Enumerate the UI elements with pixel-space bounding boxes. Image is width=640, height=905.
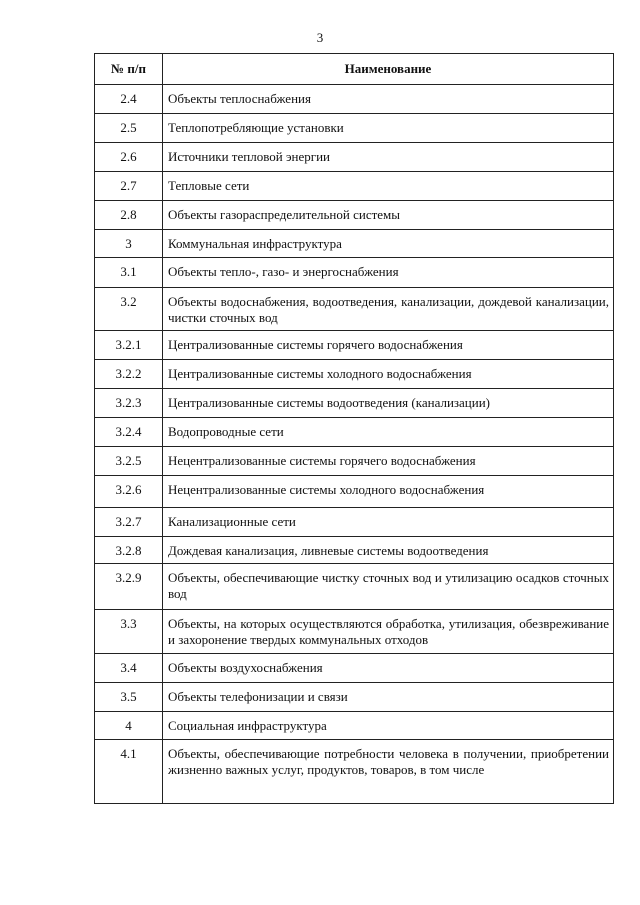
table-row bbox=[95, 143, 614, 172]
row-name: Объекты газораспределительной системы bbox=[163, 201, 614, 230]
table-row bbox=[95, 654, 614, 683]
header-name: Наименование bbox=[163, 54, 614, 85]
row-name: Объекты, обеспечивающие чистку сточных вод и утилизацию осадков сточных вод bbox=[163, 564, 614, 610]
row-name: Нецентрализованные системы холодного водоснабжения bbox=[163, 476, 614, 508]
table-row bbox=[95, 201, 614, 230]
row-number: 4 bbox=[95, 712, 163, 740]
row-name: Объекты, на которых осуществляются обработка, утилизация, обезвреживание и захоронение твердых коммунальных отходов bbox=[163, 610, 614, 654]
row-number: 3 bbox=[95, 230, 163, 258]
row-number: 3.5 bbox=[95, 683, 163, 712]
row-number: 3.1 bbox=[95, 258, 163, 288]
row-number: 2.5 bbox=[95, 114, 163, 143]
row-number: 3.2.4 bbox=[95, 418, 163, 447]
row-number: 3.2.8 bbox=[95, 537, 163, 564]
row-name: Нецентрализованные системы горячего водоснабжения bbox=[163, 447, 614, 476]
table-row bbox=[95, 447, 614, 476]
row-number: 2.4 bbox=[95, 85, 163, 114]
row-name: Объекты водоснабжения, водоотведения, канализации, дождевой канализации, чистки сточных вод bbox=[163, 288, 614, 331]
row-name: Объекты тепло-, газо- и энергоснабжения bbox=[163, 258, 614, 288]
row-number: 3.4 bbox=[95, 654, 163, 683]
table-row bbox=[95, 360, 614, 389]
row-name: Объекты, обеспечивающие потребности человека в получении, приобретении жизненно важных услуг, продуктов, товаров, в том числе bbox=[163, 740, 614, 804]
row-number: 4.1 bbox=[95, 740, 163, 804]
row-number: 2.8 bbox=[95, 201, 163, 230]
row-name: Объекты телефонизации и связи bbox=[163, 683, 614, 712]
row-number: 3.3 bbox=[95, 610, 163, 654]
row-number: 3.2.6 bbox=[95, 476, 163, 508]
table-row bbox=[95, 85, 614, 114]
row-number: 3.2.3 bbox=[95, 389, 163, 418]
row-number: 3.2.5 bbox=[95, 447, 163, 476]
table-row bbox=[95, 508, 614, 537]
table-row bbox=[95, 230, 614, 258]
table-row bbox=[95, 114, 614, 143]
table-row bbox=[95, 476, 614, 508]
row-name: Дождевая канализация, ливневые системы водоотведения bbox=[163, 537, 614, 564]
row-number: 2.7 bbox=[95, 172, 163, 201]
row-name: Теплопотребляющие установки bbox=[163, 114, 614, 143]
table-row bbox=[95, 418, 614, 447]
table-row bbox=[95, 172, 614, 201]
table-row bbox=[95, 389, 614, 418]
row-name: Водопроводные сети bbox=[163, 418, 614, 447]
table-row bbox=[95, 537, 614, 564]
table-row bbox=[95, 683, 614, 712]
table-row bbox=[95, 331, 614, 360]
row-name: Централизованные системы водоотведения (канализации) bbox=[163, 389, 614, 418]
table-row bbox=[95, 610, 614, 654]
row-name: Тепловые сети bbox=[163, 172, 614, 201]
row-name: Коммунальная инфраструктура bbox=[163, 230, 614, 258]
row-name: Централизованные системы холодного водоснабжения bbox=[163, 360, 614, 389]
row-number: 2.6 bbox=[95, 143, 163, 172]
table-header-row bbox=[95, 54, 614, 85]
row-name: Социальная инфраструктура bbox=[163, 712, 614, 740]
table-row bbox=[95, 564, 614, 610]
row-name: Объекты воздухоснабжения bbox=[163, 654, 614, 683]
row-number: 3.2.9 bbox=[95, 564, 163, 610]
table-row bbox=[95, 288, 614, 331]
row-number: 3.2.2 bbox=[95, 360, 163, 389]
row-number: 3.2.7 bbox=[95, 508, 163, 537]
infrastructure-table bbox=[94, 53, 614, 804]
table-row bbox=[95, 258, 614, 288]
row-name: Канализационные сети bbox=[163, 508, 614, 537]
row-number: 3.2 bbox=[95, 288, 163, 331]
page-number: 3 bbox=[316, 30, 324, 45]
row-name: Объекты теплоснабжения bbox=[163, 85, 614, 114]
header-number: № п/п bbox=[95, 54, 163, 85]
table-row bbox=[95, 712, 614, 740]
row-name: Централизованные системы горячего водоснабжения bbox=[163, 331, 614, 360]
table-body bbox=[95, 85, 614, 804]
row-name: Источники тепловой энергии bbox=[163, 143, 614, 172]
table-row bbox=[95, 740, 614, 804]
row-number: 3.2.1 bbox=[95, 331, 163, 360]
